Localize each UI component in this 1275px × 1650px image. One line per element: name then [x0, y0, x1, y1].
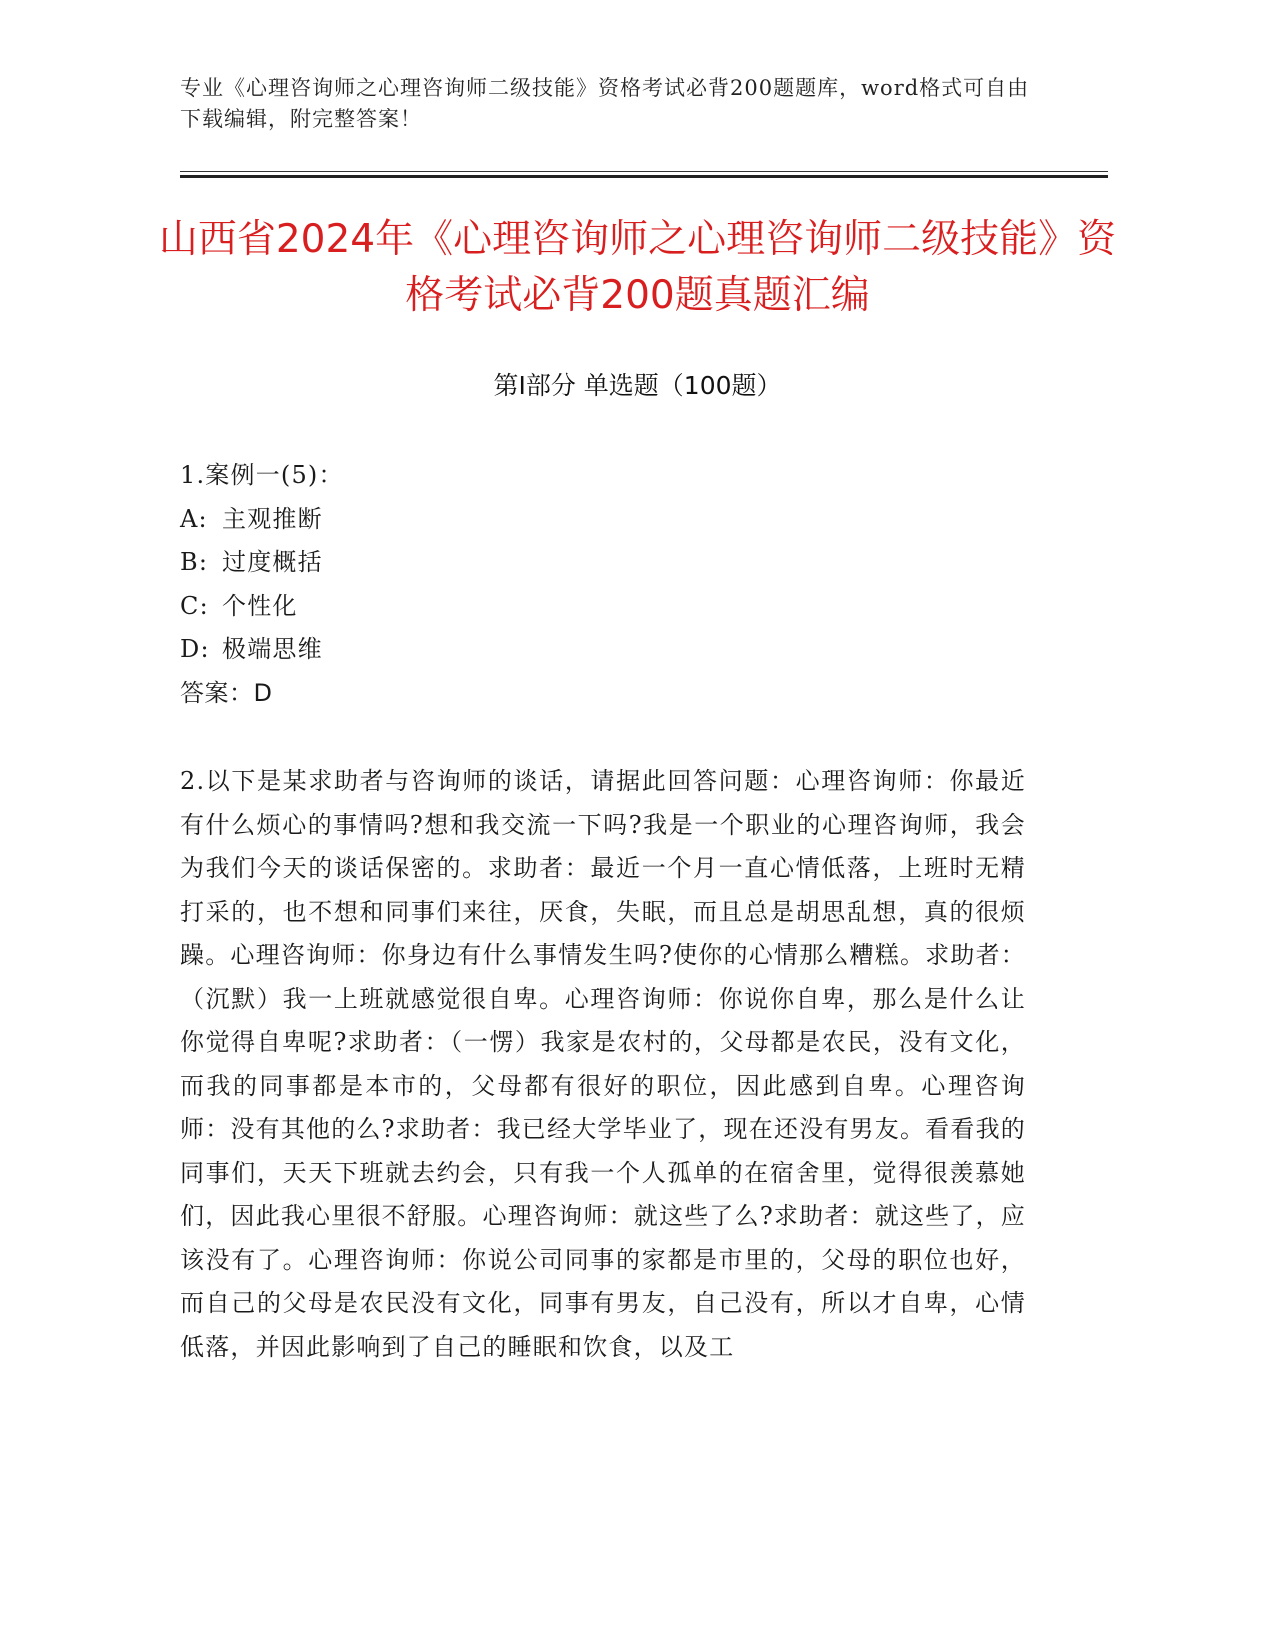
- option-text: 极端思维: [222, 635, 323, 663]
- document-title: 山西省2024年《心理咨询师之心理咨询师二级技能》资格考试必背200题真题汇编: [158, 217, 1117, 318]
- header-divider-thin: [180, 171, 1108, 172]
- section-heading: 第Ⅰ部分 单选题（100题）: [493, 371, 782, 400]
- option-c: [180, 585, 1030, 629]
- option-text: 过度概括: [222, 548, 323, 576]
- question-2: 2.以下是某求助者与咨询师的谈话，请据此回答问题：心理咨询师：你最近有什么烦心的事情吗?想和我交流一下吗?我是一个职业的心理咨询师，我会为我们今天的谈话保密的。求助者：最近一个月一直心情低落，上班时无精打采的，也不想和同事们来往，厌食，失眠，而且总是胡思乱想，真的很烦躁。心理咨询师：你身边有什么事情发生吗?使你的心情那么糟糕。求助者：（沉默）我一上班就感觉很自卑。心理咨询师：你说你自卑，那么是什么让你觉得自卑呢?求助者：（一愣）我家是农村的，父母都是农民，没有文化，而我的同事都是本市的，父母都有很好的职位，因此感到自卑。心理咨询师：没有其他的么?求助者：我已经大学毕业了，现在还没有男友。看看我的同事们，天天下班就去约会，只有我一个人孤单的在宿舍里，觉得很羡慕她们，因此我心里很不舒服。心理咨询师：就这些了么?求助者：就这些了，应该没有了。心理咨询师：你说公司同事的家都是市里的，父母的职位也好，而自己的父母是农民没有文化，同事有男友，自己没有，所以才自卑，心情低落，并因此影响到了自己的睡眠和饮食，以及工: [180, 767, 1026, 1361]
- header-divider-thick: [180, 175, 1108, 178]
- option-letter: D:: [180, 635, 210, 663]
- option-b: [180, 541, 1030, 585]
- option-text: 个性化: [222, 591, 298, 620]
- option-d: [180, 628, 1030, 672]
- header-note: 专业《心理咨询师之心理咨询师二级技能》资格考试必背200题题库，word格式可自由下载编辑，附完整答案！: [180, 76, 1030, 131]
- answer-line: 答案：D: [180, 678, 273, 707]
- option-text: 主观推断: [222, 504, 323, 533]
- option-a: [180, 498, 1030, 542]
- question-1: [180, 454, 1030, 715]
- option-letter: C:: [180, 591, 209, 620]
- option-letter: A:: [180, 504, 208, 533]
- question-stem: 1.案例一(5)：: [180, 461, 344, 489]
- option-letter: B:: [180, 548, 209, 576]
